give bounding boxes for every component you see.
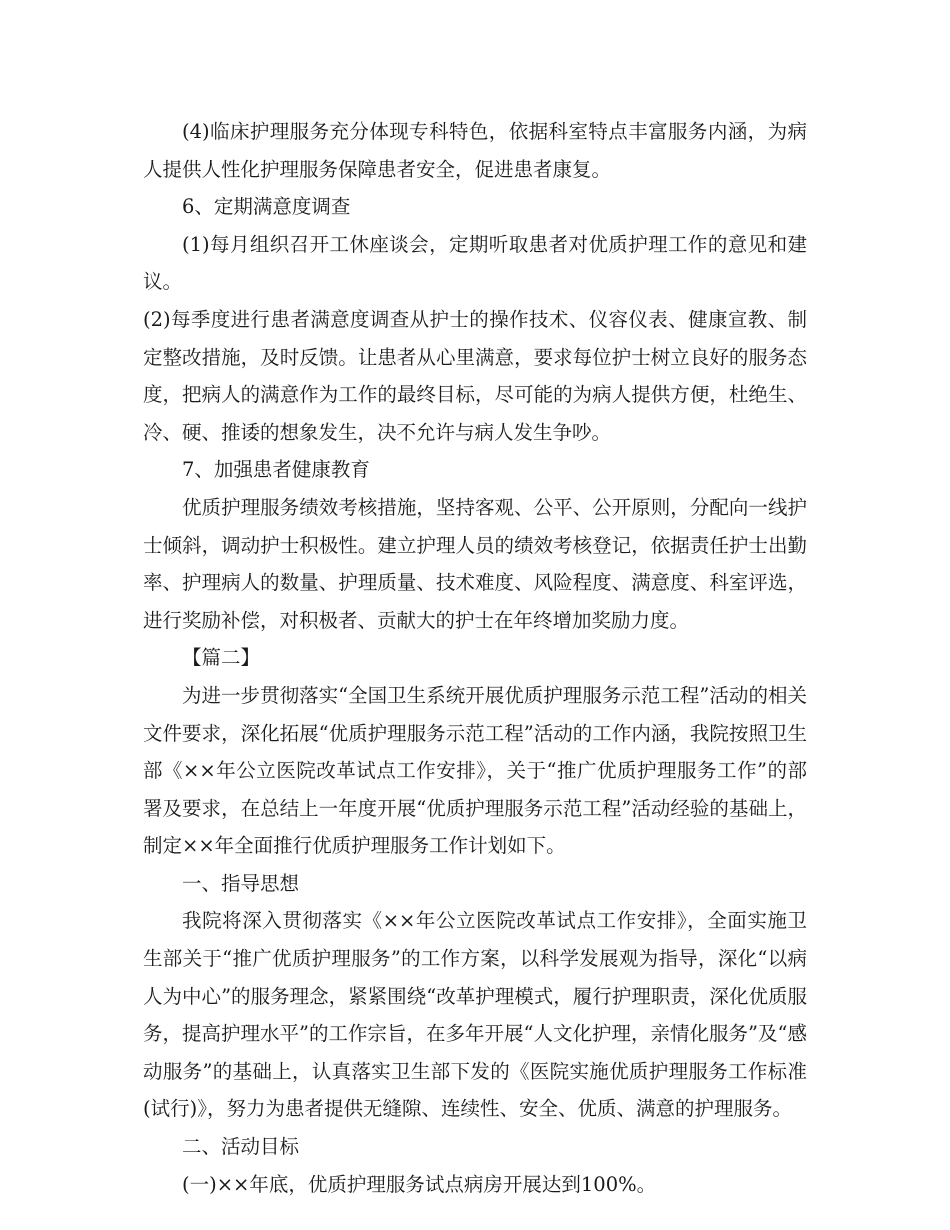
paragraph-monthly-meeting: (1)每月组织召开工休座谈会，定期听取患者对优质护理工作的意见和建议。: [143, 232, 807, 294]
heading-satisfaction-survey: 6、定期满意度调查: [182, 195, 351, 219]
paragraph-goal-one: (一)××年底，优质护理服务试点病房开展达到100%。: [182, 1172, 657, 1196]
document-body: [143, 113, 807, 1203]
paragraph-quarterly-survey: (2)每季度进行患者满意度调查从护士的操作技术、仪容仪表、健康宣教、制定整改措施，及时反馈。让患者从心里满意，要求每位护士树立良好的服务态度，把病人的满意作为工作的最终目标，尽可能的为病人提供方便，杜绝生、冷、硬、推诿的想象发生，决不允许与病人发生争吵。: [143, 307, 807, 444]
paragraph-introduction: 为进一步贯彻落实“全国卫生系统开展优质护理服务示范工程”活动的相关文件要求，深化拓展“优质护理服务示范工程”活动的工作内涵，我院按照卫生部《××年公立医院改革试点工作安排》，关于“推广优质护理服务工作”的部署及要求，在总结上一年度开展“优质护理服务示范工程”活动经验的基础上，制定××年全面推行优质护理服务工作计划如下。: [143, 683, 807, 858]
heading-guiding-ideology: 一、指导思想: [182, 871, 300, 895]
paragraph-clinical-nursing-specialty: (4)临床护理服务充分体现专科特色，依据科室特点丰富服务内涵，为病人提供人性化护理服务保障患者安全，促进患者康复。: [143, 120, 807, 181]
heading-activity-goals: 二、活动目标: [182, 1135, 300, 1159]
section-title-part-two: 【篇二】: [182, 646, 261, 670]
heading-health-education: 7、加强患者健康教育: [182, 458, 370, 482]
paragraph-performance-assessment: 优质护理服务绩效考核措施，坚持客观、公平、公开原则，分配向一线护士倾斜，调动护士积极性。建立护理人员的绩效考核登记，依据责任护士出勤率、护理病人的数量、护理质量、技术难度、风险程度、满意度、科室评选，进行奖励补偿，对积极者、贡献大的护士在年终增加奖励力度。: [143, 495, 807, 632]
paragraph-guiding-ideology: 我院将深入贯彻落实《××年公立医院改革试点工作安排》，全面实施卫生部关于“推广优质护理服务”的工作方案，以科学发展观为指导，深化“以病人为中心”的服务理念，紧紧围绕“改革护理模式，履行护理职责，深化优质服务，提高护理水平”的工作宗旨，在多年开展“人文化护理，亲情化服务”及“感动服务”的基础上，认真落实卫生部下发的《医院实施优质护理服务工作标准(试行)》，努力为患者提供无缝隙、连续性、安全、优质、满意的护理服务。: [143, 909, 807, 1121]
